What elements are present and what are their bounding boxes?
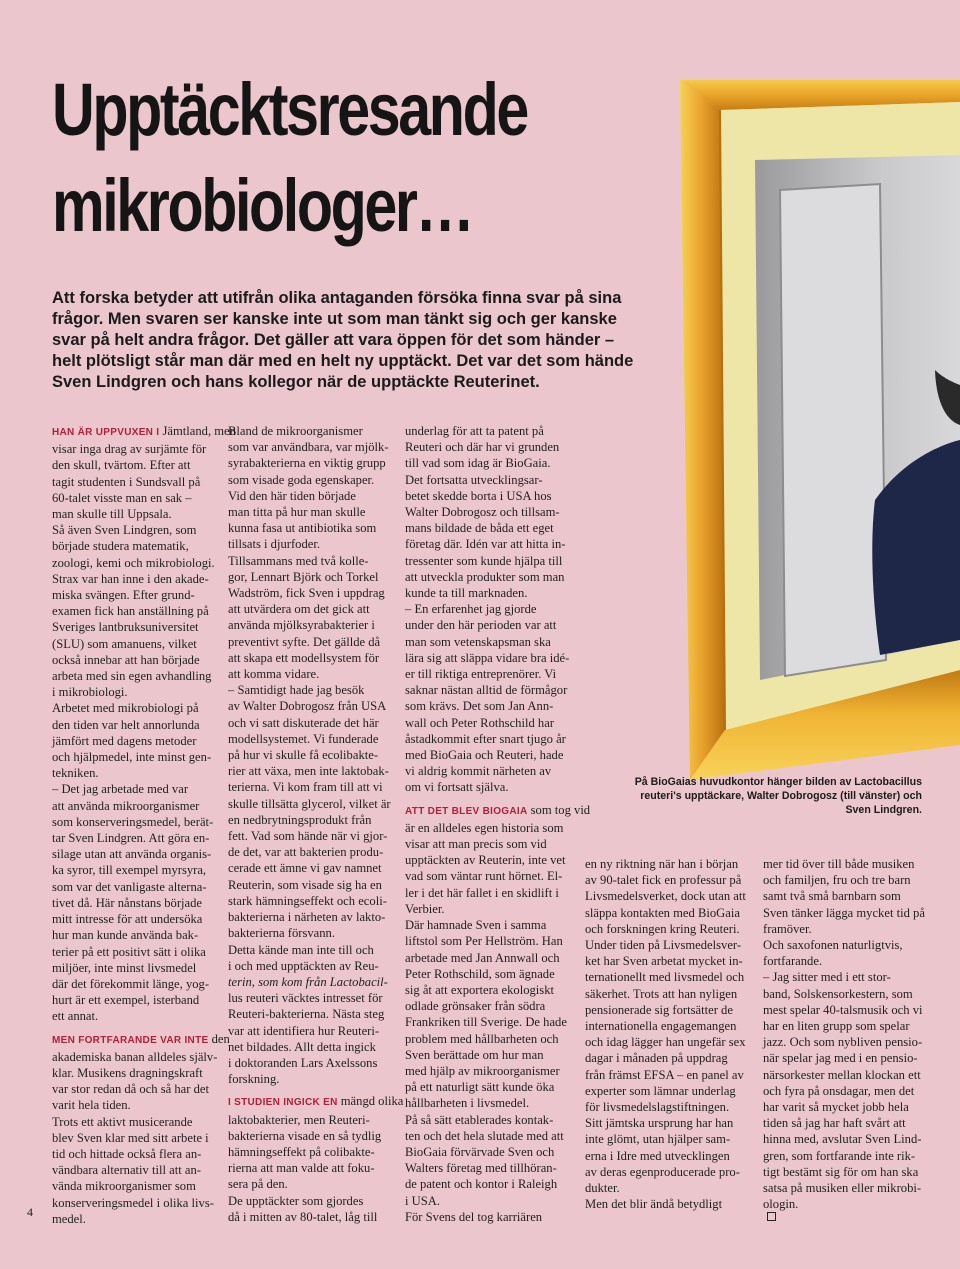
column-line: då i mitten av 80-talet, låg till <box>228 1209 378 1224</box>
column-line: Wadström, fick Sven i uppdrag <box>228 586 385 601</box>
column-line: experter som lämnar underlag <box>585 1083 736 1098</box>
column-line: (SLU) som amanuens, vilket <box>52 636 197 651</box>
column-line: mest spelar 40-talsmusik och vi <box>763 1002 923 1017</box>
column-line: inte glömt, utan hjälper sam- <box>585 1132 731 1147</box>
column-line: har varit så mycket jobb hela <box>763 1100 909 1115</box>
column-line: och fyra på onsdagar, men det <box>763 1083 915 1098</box>
column-line: som var det vanligaste alterna- <box>52 879 207 894</box>
column-line: Trots ett aktivt musicerande <box>52 1114 193 1129</box>
column-line: liftstol som Per Hellström. Han <box>405 934 563 949</box>
column-line: tid och hittade också flera an- <box>52 1146 202 1161</box>
column-line: i mikrobiologi. <box>52 685 128 700</box>
column-line: företag där. Idén var att hitta in- <box>405 537 566 552</box>
column-line: – Det jag arbetade med var <box>52 782 189 797</box>
column-line: att skapa ett modellsystem för <box>228 650 380 665</box>
framed-photograph <box>640 80 960 780</box>
column-line: började studera matematik, <box>52 539 189 554</box>
column-line: medel. <box>52 1211 86 1226</box>
column-line: närsorkester mellan klockan ett <box>763 1067 921 1082</box>
column-line: arbetade med Jan Annwall och <box>405 950 560 965</box>
column-line: den tiden var helt annorlunda <box>52 717 200 732</box>
title-line-2: mikrobiologer… <box>52 164 473 247</box>
column-line: under den här perioden var att <box>405 618 557 633</box>
column-line: Och saxofonen naturligtvis, <box>763 938 903 953</box>
column-line: Reuteri-bakterierna. Nästa steg <box>228 1007 385 1022</box>
column-line: kunde ta till marknaden. <box>405 586 528 601</box>
lead-line: Sven Lindgren och hans kollegor när de upptäckte Reuterinet. <box>52 373 540 391</box>
column-line: tiden så jag har haft svårt att <box>763 1116 906 1131</box>
column-line: åstadkommit efter snart tjugo år <box>405 731 566 746</box>
column-line: betet skedde borta i USA hos <box>405 488 552 503</box>
column-line: tillsats i djurfoder. <box>228 537 320 552</box>
column-text: den <box>208 1031 230 1046</box>
column-line: den skull, tvärtom. Efter att <box>52 458 191 473</box>
column-line: satsa på musiken eller mikrobi- <box>763 1181 922 1196</box>
column-line: framöver. <box>763 921 812 936</box>
column-line: upptäckten av Reuterin, inte vet <box>405 853 566 868</box>
column-line: tressenter som kunde hjälpa till <box>405 553 563 568</box>
column-line: Strax var han inne i den akade- <box>52 571 209 586</box>
column-line: Walters företag med tillhöran- <box>405 1161 557 1176</box>
column-line: en ny riktning när han i början <box>585 857 739 871</box>
column-line: de patent och kontor i Raleigh <box>405 1177 558 1192</box>
column-line: mer tid över till både musiken <box>763 857 915 871</box>
frame-left <box>680 80 725 780</box>
column-line: hur man kunde använda bak- <box>52 928 199 943</box>
column-line: På så sätt etablerades kontak- <box>405 1112 554 1127</box>
column-line: att utveckla produkter som man <box>405 569 565 584</box>
column-line: med hjälp av mikroorganismer <box>405 1063 560 1078</box>
column-line: gren, som fortfarande inte rik- <box>763 1148 916 1163</box>
column-line: Sven tänker lägga mycket tid på <box>763 905 925 920</box>
column-line: skulle tillsätta glycerol, vilket är <box>228 796 391 811</box>
column-line: vad som väntar runt hörnet. El- <box>405 869 563 884</box>
column-line: lus reuteri väcktes intresset för <box>228 991 383 1006</box>
column-line: stark hämningseffekt och ecoli- <box>228 893 387 908</box>
column-line: också innebar att han började <box>52 652 200 667</box>
column-line: av 90-talet fick en professur på <box>585 873 742 888</box>
column-line: forskning. <box>228 1072 280 1087</box>
column-line: jämfört med dagens metoder <box>52 733 197 748</box>
column-line: – En erfarenhet jag gjorde <box>405 602 537 617</box>
column-line: bakterierna försvann. <box>228 926 335 941</box>
column-line: erna i Idre med utvecklingen <box>585 1148 730 1163</box>
column-line: Tillsammans med två kolle- <box>228 553 369 568</box>
column-line: saknar nästan alltid de förmågor <box>405 683 568 698</box>
column-line: av deras egenproducerade pro- <box>585 1164 740 1179</box>
column-line: använda mjölksyrabakterier i <box>228 618 375 633</box>
column-line: sig åt att exportera ekologiskt <box>405 982 554 997</box>
column-line: och forskningen kring Reuteri. <box>585 921 740 936</box>
column-line: internationella engagemangen <box>585 1019 737 1034</box>
column-line: visar inga drag av surjämte för <box>52 442 207 457</box>
column-line: dukter. <box>585 1181 620 1196</box>
column-line: miljöer, inte minst livsmedel <box>52 960 197 975</box>
lead-paragraph <box>52 288 642 393</box>
column-line: tar Sven Lindgren. Att göra en- <box>52 831 210 846</box>
column-line: att utvärdera om det gick att <box>228 602 370 617</box>
column-line: Peter Rothschild, som ägnade <box>405 966 555 981</box>
column-line: Verbier. <box>405 901 445 916</box>
column-line: – Samtidigt hade jag besök <box>228 683 365 698</box>
column-line: Detta kände man inte till och <box>228 942 374 957</box>
column-line: Vid den här tiden började <box>228 488 356 503</box>
column-line: i doktoranden Lars Axelssons <box>228 1055 378 1070</box>
column-line: Under tiden på Livsmedelsver- <box>585 938 742 953</box>
column-line: ologin. <box>763 1197 799 1212</box>
column-line: var stor redan då och så har det <box>52 1082 210 1097</box>
column-line: säkerhet. Trots att han nyligen <box>585 986 738 1001</box>
column-5 <box>763 856 933 1221</box>
column-line: klar. Musikens dragningskraft <box>52 1065 203 1080</box>
column-line: om vi fortsatt själva. <box>405 780 509 795</box>
column-line: odlade grönsaker från södra <box>405 999 546 1014</box>
column-line: samt två små barnbarn som <box>763 889 901 904</box>
column-line: miska svängen. Efter grund- <box>52 588 195 603</box>
column-line: Sven berättade om hur man <box>405 1047 544 1062</box>
column-line: vi aldrig kommit närheten av <box>405 764 552 779</box>
column-line: till vad som idag är BioGaia. <box>405 456 551 471</box>
column-text: som tog vid <box>527 802 591 817</box>
column-line: blev Sven klar med sitt arbete i <box>52 1130 209 1145</box>
column-line: av Walter Dobrogosz från USA <box>228 699 387 714</box>
column-line: tagit studenten i Sundsvall på <box>52 474 201 489</box>
column-line: lära sig att släppa vidare bra idé- <box>405 650 570 665</box>
column-line: mans bildade de båda ett eget <box>405 521 554 536</box>
column-line: band, Solskensorkestern, som <box>763 986 913 1001</box>
column-line: arbeta med sin egen avhandling <box>52 669 212 684</box>
column-line: zoologi, kemi och mikrobiologi. <box>52 555 215 570</box>
column-line: som visade goda egenskaper. <box>228 472 375 487</box>
column-line: hållbarheten i livsmedel. <box>405 1096 530 1111</box>
column-4 <box>585 856 755 1212</box>
column-line: fett. Vad som hände när vi gjor- <box>228 829 388 844</box>
section-kicker: MEN FORTFARANDE VAR INTE <box>52 1034 209 1046</box>
lead-line: helt plötsligt står man där med en helt ny upptäckt. Det var det som hände <box>52 352 634 370</box>
column-line: och familjen, fru och tre barn <box>763 873 911 888</box>
column-line: som krävs. Det som Jan Ann- <box>405 699 554 714</box>
column-line: en nedbrytningsprodukt från <box>228 812 372 827</box>
column-line: jazz. Och som nybliven pensio- <box>763 1035 923 1050</box>
column-line: från främst EFSA – en panel av <box>585 1067 744 1082</box>
column-line: på ett naturligt sätt kunde öka <box>405 1080 555 1095</box>
column-line: Arbetet med mikrobiologi på <box>52 701 199 716</box>
column-line: Det fortsatta utvecklingsar- <box>405 472 543 487</box>
column-line: har en liten grupp som spelar <box>763 1019 910 1034</box>
title-line-1: Upptäcktsresande <box>52 68 527 151</box>
column-line: BioGaia förvärvade Sven och <box>405 1144 555 1159</box>
column-line: varit hela tiden. <box>52 1098 131 1113</box>
column-line: tivet då. Här nånstans började <box>52 895 203 910</box>
column-line: preventivt syfte. Det gällde då <box>228 634 381 649</box>
column-line: rier att växa, men inte laktobak- <box>228 764 389 779</box>
column-line: Så även Sven Lindgren, som <box>52 523 197 538</box>
column-line: Reuteri och där har vi grunden <box>405 440 560 455</box>
column-line: Frankriken till Sverige. De hade <box>405 1015 567 1030</box>
column-line: examen fick han anställning på <box>52 604 209 619</box>
column-line: i och med upptäckten av Reu- <box>228 958 379 973</box>
column-line: er till riktiga entreprenörer. Vi <box>405 667 557 682</box>
end-mark-icon <box>767 1212 776 1221</box>
column-line: Walter Dobrogosz och tillsam- <box>405 505 560 520</box>
column-line: och hjälpmedel, inte minst gen- <box>52 750 212 765</box>
column-line: ket har Sven arbetat mycket in- <box>585 954 743 969</box>
column-line: konserveringsmedel i olika livs- <box>52 1195 214 1210</box>
column-line: som var användbara, var mjölk- <box>228 440 389 455</box>
column-line: För Svens del tog karriären <box>405 1209 543 1224</box>
column-line: man titta på hur man skulle <box>228 505 366 520</box>
column-line: dagar i månaden på uppdrag <box>585 1051 728 1066</box>
column-line: ternationellt med livsmedel och <box>585 970 745 985</box>
column-line: de det, var att bakterien produ- <box>228 845 384 860</box>
column-line: i USA. <box>405 1193 440 1208</box>
column-line: vändbara alternativ till att an- <box>52 1163 201 1178</box>
column-line: mitt intresse för att undersöka <box>52 912 203 927</box>
column-line: visar att man precis som vid <box>405 837 547 852</box>
column-line: där det förekommit länge, yog- <box>52 976 210 991</box>
section-kicker: I STUDIEN INGICK EN <box>228 1097 338 1109</box>
column-line: modellsystemet. Vi funderade <box>228 731 379 746</box>
column-line: problem med hållbarheten och <box>405 1031 559 1046</box>
column-1 <box>52 423 236 1227</box>
column-2 <box>228 423 404 1225</box>
column-line: 60-talet visste man en sak – <box>52 490 192 505</box>
column-line: Men det blir ändå betydligt <box>585 1197 723 1212</box>
column-line: hämningseffekt på colibakte- <box>228 1144 375 1159</box>
column-line: som konserveringsmedel, berät- <box>52 814 214 829</box>
column-line: när spelar jag med i en pensio- <box>763 1051 918 1066</box>
column-line: silage utan att använda organis- <box>52 847 212 862</box>
column-line: Livsmedelsverket, dock utan att <box>585 889 746 904</box>
column-line: bakterierna visade en så tydlig <box>228 1128 382 1143</box>
column-line: cerade ett ämne vi gav namnet <box>228 861 382 876</box>
column-line: net bildades. Allt detta ingick <box>228 1039 376 1054</box>
column-line: akademiska banan alldeles själv- <box>52 1049 218 1064</box>
column-line: De upptäckter som gjordes <box>228 1193 364 1208</box>
column-line: ten och det hela slutade med att <box>405 1128 564 1143</box>
column-line: man som vetenskapsman ska <box>405 634 551 649</box>
column-line: med BioGaia och Reuteri, hade <box>405 748 564 763</box>
column-line: att komma vidare. <box>228 667 320 682</box>
column-text: Jämtland, men <box>159 424 236 438</box>
column-line: terierna. Vi kom fram till att vi <box>228 780 383 795</box>
column-line: att använda mikroorganismer <box>52 798 200 813</box>
column-line: sera på den. <box>228 1177 288 1192</box>
column-line: ka syror, till exempel myrsyra, <box>52 863 207 878</box>
column-line: syrabakterierna en viktig grupp <box>228 456 386 471</box>
column-line: bakterierna i närheten av lakto- <box>228 910 386 925</box>
column-line: wall och Peter Rothschild har <box>405 715 554 730</box>
column-line: tigt bestämt sig för om han ska <box>763 1164 919 1179</box>
column-line: man skulle till Uppsala. <box>52 507 172 522</box>
column-line: släppa kontakten med BioGaia <box>585 905 740 920</box>
column-line: hinna med, avslutar Sven Lind- <box>763 1132 922 1147</box>
column-line: laktobakterier, men Reuteri- <box>228 1112 370 1127</box>
photo-door <box>780 184 886 676</box>
column-line: hurt är ett exempel, isterband <box>52 993 200 1008</box>
column-line: ler i det här fallet i en skidlift i <box>405 885 559 900</box>
caption-line: reuteri's upptäckare, Walter Dobrogosz (till vänster) och <box>640 790 922 802</box>
article-title <box>52 62 527 254</box>
lead-line: Att forska betyder att utifrån olika antaganden försöka finna svar på sina <box>52 289 622 307</box>
column-line: och idag lägger han ungefär sex <box>585 1035 746 1050</box>
page-number: 4 <box>27 1205 33 1219</box>
caption-line: På BioGaias huvudkontor hänger bilden av Lactobacillus <box>634 776 922 788</box>
column-line: terin, som kom från Lactobacil- <box>228 974 388 989</box>
column-line: gor, Lennart Björk och Torkel <box>228 569 379 584</box>
column-line: underlag för att ta patent på <box>405 424 544 438</box>
column-line: är en alldeles egen historia som <box>405 820 564 835</box>
column-line: vända mikroorganismer som <box>52 1179 196 1194</box>
column-line: på hur vi skulle få ecolibakte- <box>228 748 379 763</box>
column-line: pensionerade sig fortsätter de <box>585 1002 733 1017</box>
column-line: Sitt jämtska ursprung har han <box>585 1116 734 1131</box>
column-line: terier på ett positivt sätt i olika <box>52 944 206 959</box>
column-line: och vi satt diskuterade det här <box>228 715 379 730</box>
column-line: – Jag sitter med i ett stor- <box>763 970 891 985</box>
column-line: fortfarande. <box>763 954 823 969</box>
lead-line: svar på helt andra frågor. Det gäller att vara öppen för det som händer – <box>52 331 615 349</box>
column-line: ett annat. <box>52 1009 99 1024</box>
lead-line: frågor. Men svaren ser kanske inte ut som man tänkt sig och ger kanske <box>52 310 617 328</box>
column-line: var att identifiera hur Reuteri- <box>228 1023 380 1038</box>
column-line: tekniken. <box>52 766 99 781</box>
column-line: för livsmedelslagstiftningen. <box>585 1100 730 1115</box>
column-line: Där hamnade Sven i samma <box>405 918 547 933</box>
photo-caption <box>622 775 922 817</box>
column-line: rierna att man valde att foku- <box>228 1161 375 1176</box>
column-text: mängd olika <box>337 1094 404 1109</box>
column-line: Sveriges lantbruksuniversitet <box>52 620 199 635</box>
column-line: Reuterin, som visade sig ha en <box>228 877 382 892</box>
column-3 <box>405 423 591 1225</box>
column-line: Bland de mikroorganismer <box>228 424 363 438</box>
section-kicker: HAN ÄR UPPVUXEN I <box>52 427 160 438</box>
column-line: kunna fasa ut antibiotika som <box>228 521 377 536</box>
caption-line: Sven Lindgren. <box>845 804 922 816</box>
section-kicker: ATT DET BLEV BIOGAIA <box>405 805 528 817</box>
